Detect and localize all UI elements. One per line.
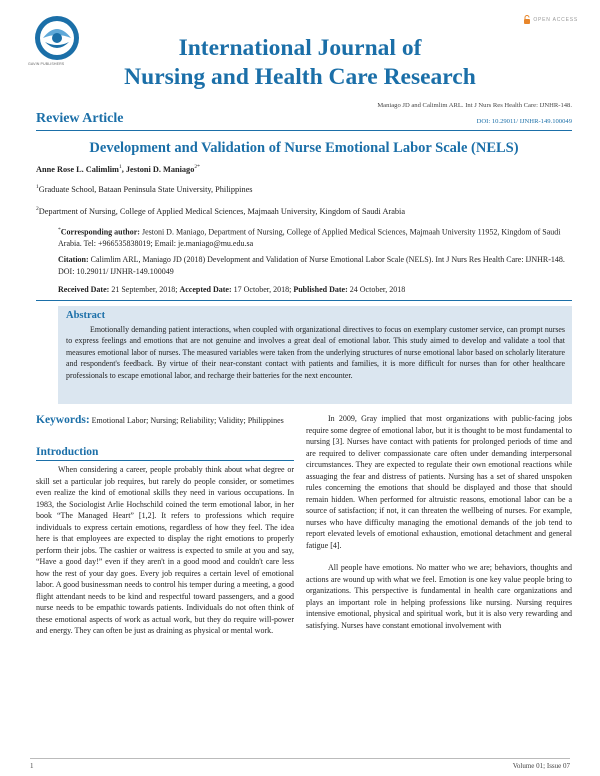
corresponding-author bbox=[58, 225, 572, 250]
affiliation-2 bbox=[36, 206, 405, 216]
journal-title-line2: Nursing and Health Care Research bbox=[124, 64, 476, 90]
journal-title-line1: International Journal of bbox=[178, 35, 422, 61]
abstract-heading: Abstract bbox=[66, 310, 106, 321]
dates-block bbox=[58, 284, 572, 296]
author-list bbox=[36, 164, 200, 174]
journal-logo bbox=[33, 14, 81, 62]
article-type: Review Article bbox=[36, 111, 124, 126]
introduction-divider bbox=[36, 460, 294, 461]
corr-label: Corresponding author: bbox=[60, 227, 140, 237]
page-footer bbox=[30, 758, 570, 770]
volume-issue: Volume 01; Issue 07 bbox=[512, 762, 570, 770]
corr-sup: * bbox=[58, 227, 61, 233]
author-2: Jestoni D. Maniago bbox=[125, 164, 195, 174]
right-paragraph-2: All people have emotions. No matter who we are; behaviors, thoughts and actions are wound up with what we feel. Emotion is one key value people bring to organizations. This perspective is fundamental in health care organizations and plays an important role in helping professions like nursing. Nursing requires intensive emotional, physical and spiritual work, but it is also very rewarding and satisfying. Nurses have constant emotional involvement with bbox=[306, 563, 572, 630]
article-title: Development and Validation of Nurse Emotional Labor Scale (NELS) bbox=[89, 140, 519, 156]
author-separator: , bbox=[121, 164, 126, 174]
affiliation-2-sup: 2 bbox=[36, 206, 39, 212]
citation-block bbox=[58, 254, 572, 278]
introduction-heading: Introduction bbox=[36, 446, 99, 458]
page-number: 1 bbox=[30, 762, 34, 770]
affiliation-1 bbox=[36, 184, 253, 194]
published-label: Published Date: bbox=[293, 285, 348, 294]
accepted-label: Accepted Date: bbox=[179, 285, 232, 294]
citation-text: Calimlim ARL, Maniago JD (2018) Development and Validation of Nurse Emotional Labor Scale (NELS). Int J Nurs Res Health Care: IJNHR-148. DOI: 10.29011/ IJNHR-149.100049 bbox=[58, 255, 565, 276]
intro-paragraph-1: When considering a career, people probably think about what degree or skill set a particular job requires, but rarely do people consider, or sometimes even realize the kind of emotional skills they need in various occupations. In 1983, the Sociologist Arlie Hochschild coined the term emotional labor, in her book “The Managed Heart” [1,2]. It refers to professions which require individuals to express certain emotions, regardless of how they feel. The idea here is that employees are expected to display the right emotions to properly perform their jobs. The cashier or waitress is expected to smile at you and say, “Have a good day!” even if they aren't in a good mood and couldn't care less how the rest of your day goes. Every job requires a certain level of emotional labor. A good businessman needs to control his temper during a meeting, a good flight attendant needs to be kind and respectful toward passengers, and a good nurse needs to be empathic towards patients. Individuals do not often think of these emotional aspects of work as actual work, but they do require will-power and energy. They can often be just as draining as physical or mental work. bbox=[36, 465, 294, 635]
abstract-text: Emotionally demanding patient interactions, when coupled with organizational directives to focus on exemplary customer service, can prompt nurses to express feelings and emotions that are not genuine and involves a great deal of emotional labor. This study aimed to develop and validate a tool that measures emotional labor of nurses. The measured variables were taken from the underlying structures of nurse emotional labor based on scholarly literature and respondent's feedback. By virtue of their near-constant contact with patients and families, it is more difficult for nurses than for other healthcare professionals to escape emotional labor, and recharge their batteries for the next encounter. bbox=[66, 325, 565, 380]
header-divider bbox=[36, 130, 572, 131]
citation-label: Citation: bbox=[58, 255, 89, 264]
author-2-sup: 2* bbox=[194, 164, 200, 170]
keywords bbox=[36, 414, 296, 427]
open-lock-icon bbox=[523, 15, 531, 24]
header-citation: Maniago JD and Calimlim ARL. Int J Nurs Res Health Care: IJNHR-148. bbox=[377, 102, 572, 109]
header-doi[interactable]: DOI: 10.29011/ IJNHR-149.100049 bbox=[476, 118, 572, 125]
author-1-sup: 1 bbox=[118, 164, 122, 170]
corr-text: Jestoni D. Maniago, Department of Nursing, College of Applied Medical Sciences, Majmaah University 11952, Kingdom of Saudi Arabia. Tel: +966535838019; Email: je.maniago@mu.edu.sa bbox=[58, 227, 561, 249]
affiliation-1-sup: 1 bbox=[36, 184, 39, 190]
accepted-date: 17 October, 2018; bbox=[233, 285, 292, 294]
affiliation-1-text: Graduate School, Bataan Peninsula State University, Philippines bbox=[38, 184, 253, 194]
affiliation-2-text: Department of Nursing, College of Applied Medical Sciences, Majmaah University, Kingdom of Saudi Arabia bbox=[38, 206, 406, 216]
keywords-text: Emotional Labor; Nursing; Reliability; Validity; Philippines bbox=[91, 416, 284, 425]
received-date: 21 September, 2018; bbox=[111, 285, 178, 294]
open-access-badge bbox=[523, 15, 578, 24]
open-access-label: OPEN ACCESS bbox=[533, 16, 578, 23]
logo-caption: GAVIN PUBLISHERS bbox=[28, 62, 65, 66]
left-column bbox=[36, 464, 294, 637]
right-paragraph-1: In 2009, Gray implied that most organizations with public-facing jobs require some degree of emotional labor, but it is thought to be most fundamental to nursing [3]. Nurses have contact with patients for prolonged periods of time and are required to deliver compassionate care often under demanding interpersonal circumstances. They are expected to regulate their own emotional reactions while assuaging the fear and distress of patients. Nursing has a set of shared unspoken rules concerning the emotions that should be displayed and those that should remain hidden. When performed for altruistic reasons, emotional labor can be a source of satisfaction; if not, it can threaten the wellbeing of nurses. For example, nurses who have difficulty managing the emotional demands of the job tend to report elevated levels of emotional exhaustion, emotional detachment and general fatigue [4]. bbox=[306, 414, 572, 550]
abstract-divider bbox=[36, 300, 572, 301]
keywords-heading: Keywords: bbox=[36, 414, 90, 426]
received-label: Received Date: bbox=[58, 285, 110, 294]
right-column bbox=[306, 413, 572, 631]
published-date: 24 October, 2018 bbox=[349, 285, 406, 294]
author-1: Anne Rose L. Calimlim bbox=[36, 164, 119, 174]
